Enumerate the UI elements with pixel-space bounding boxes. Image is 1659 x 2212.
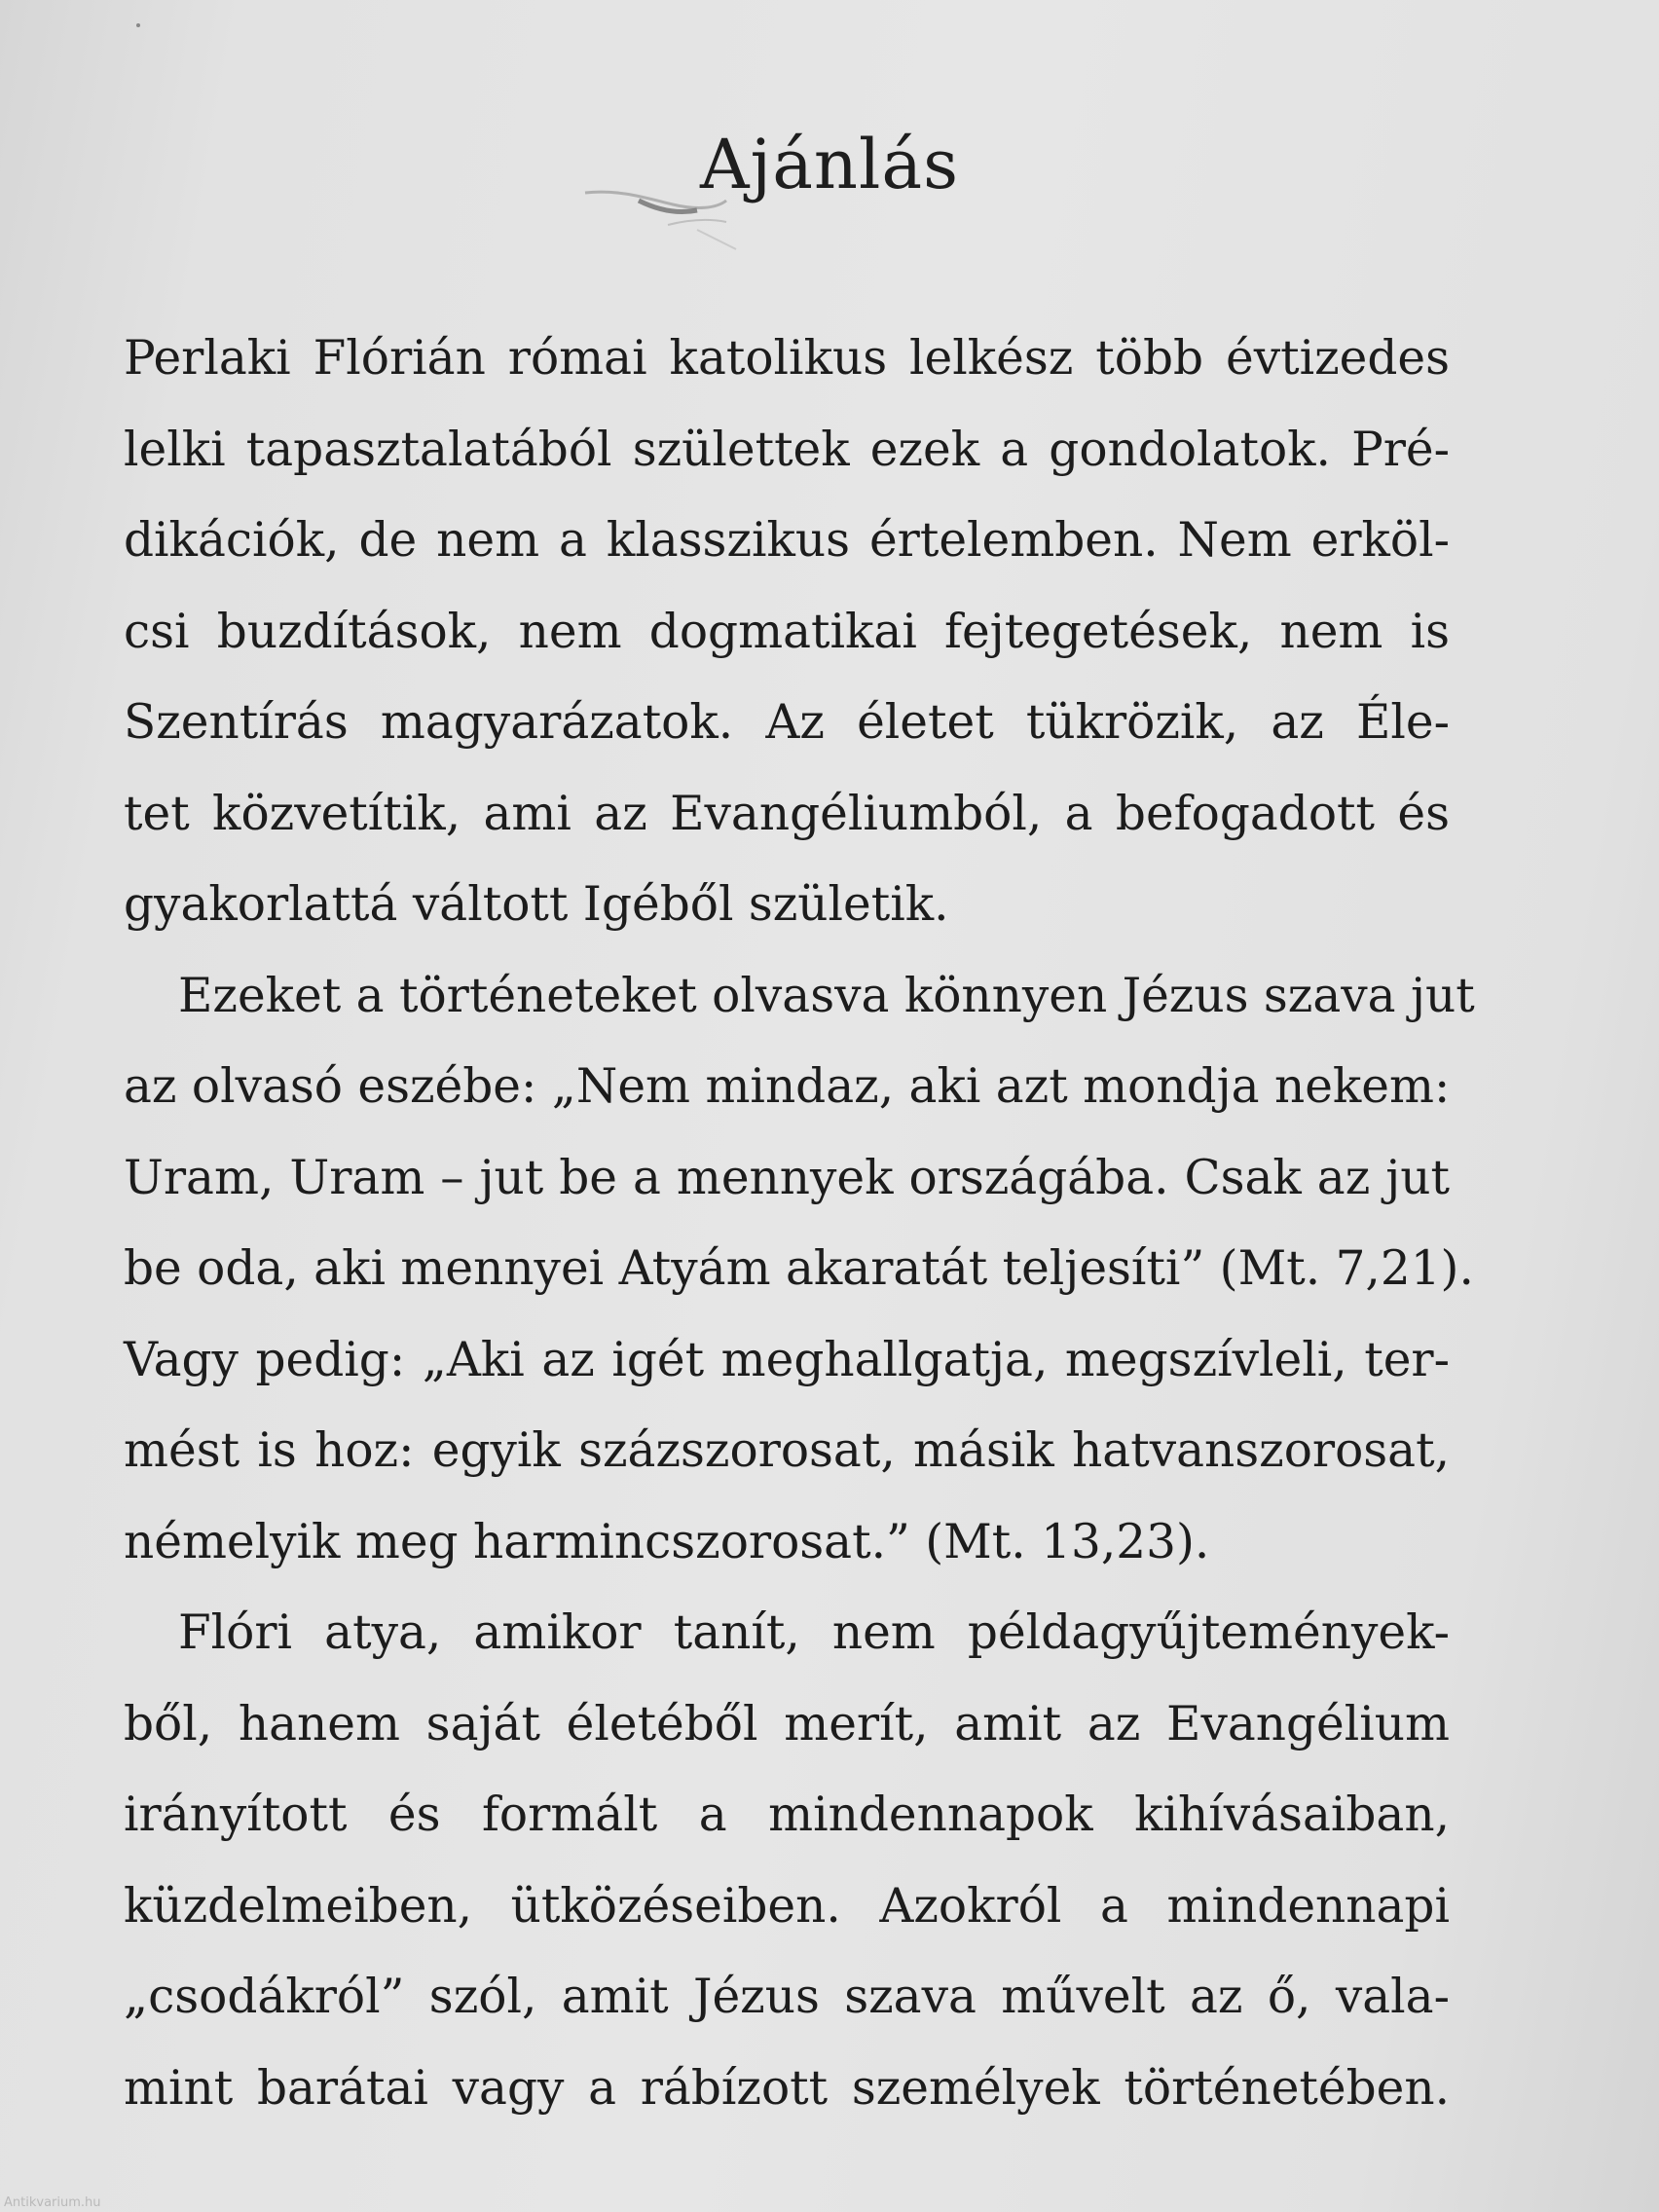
text-line: mést is hoz: egyik százszorosat, másik hatvanszorosat, [124,1423,1450,1478]
paragraph-2 [124,951,1475,1589]
text-line: Uram, Uram – jut be a mennyek országába. Csak az jut [124,1150,1450,1205]
text-line: ből, hanem saját életéből merít, amit az Evangélium [124,1696,1450,1751]
text-line: „csodákról” szól, amit Jézus szava művelt az ő, vala- [124,1970,1450,2024]
paragraph-3 [124,1588,1450,2134]
text-line: tet közvetítik, ami az Evangéliumból, a befogadott és [124,786,1450,841]
speck [136,23,140,27]
text-line: Flóri atya, amikor tanít, nem példagyűjtemények- [178,1605,1450,1660]
text-line: Vagy pedig: „Aki az igét meghallgatja, megszívleli, ter- [124,1332,1450,1387]
text-line: mint barátai vagy a rábízott személyek történetében. [124,2060,1450,2116]
text-line: gyakorlattá váltott Igéből születik. [124,877,949,932]
page-body [124,313,1475,2134]
text-line: lelki tapasztalatából születtek ezek a gondolatok. Pré- [124,422,1450,477]
paragraph-1 [124,313,1450,951]
text-line: Szentírás magyarázatok. Az életet tükrözik, az Éle- [124,695,1450,750]
text-line: Ezeket a történeteket olvasva könnyen Jézus szava jut [178,968,1475,1023]
text-line: némelyik meg harmincszorosat.” (Mt. 13,23). [124,1514,1210,1569]
text-line: küzdelmeiben, ütközéseiben. Azokról a mindennapi [124,1878,1450,1934]
page-title: Ajánlás [699,125,960,204]
text-line: az olvasó eszébe: „Nem mindaz, aki azt mondja nekem: [124,1059,1451,1114]
text-line: Perlaki Flórián római katolikus lelkész több évtizedes [124,331,1450,386]
text-line: be oda, aki mennyei Atyám akaratát teljesíti” (Mt. 7,21). [124,1241,1474,1296]
text-line: csi buzdítások, nem dogmatikai fejtegetések, nem is [124,604,1450,659]
text-line: dikációk, de nem a klasszikus értelemben. Nem erköl- [124,513,1450,568]
text-line: irányított és formált a mindennapok kihívásaiban, [124,1788,1450,1842]
watermark: Antikvarium.hu [4,2195,101,2210]
